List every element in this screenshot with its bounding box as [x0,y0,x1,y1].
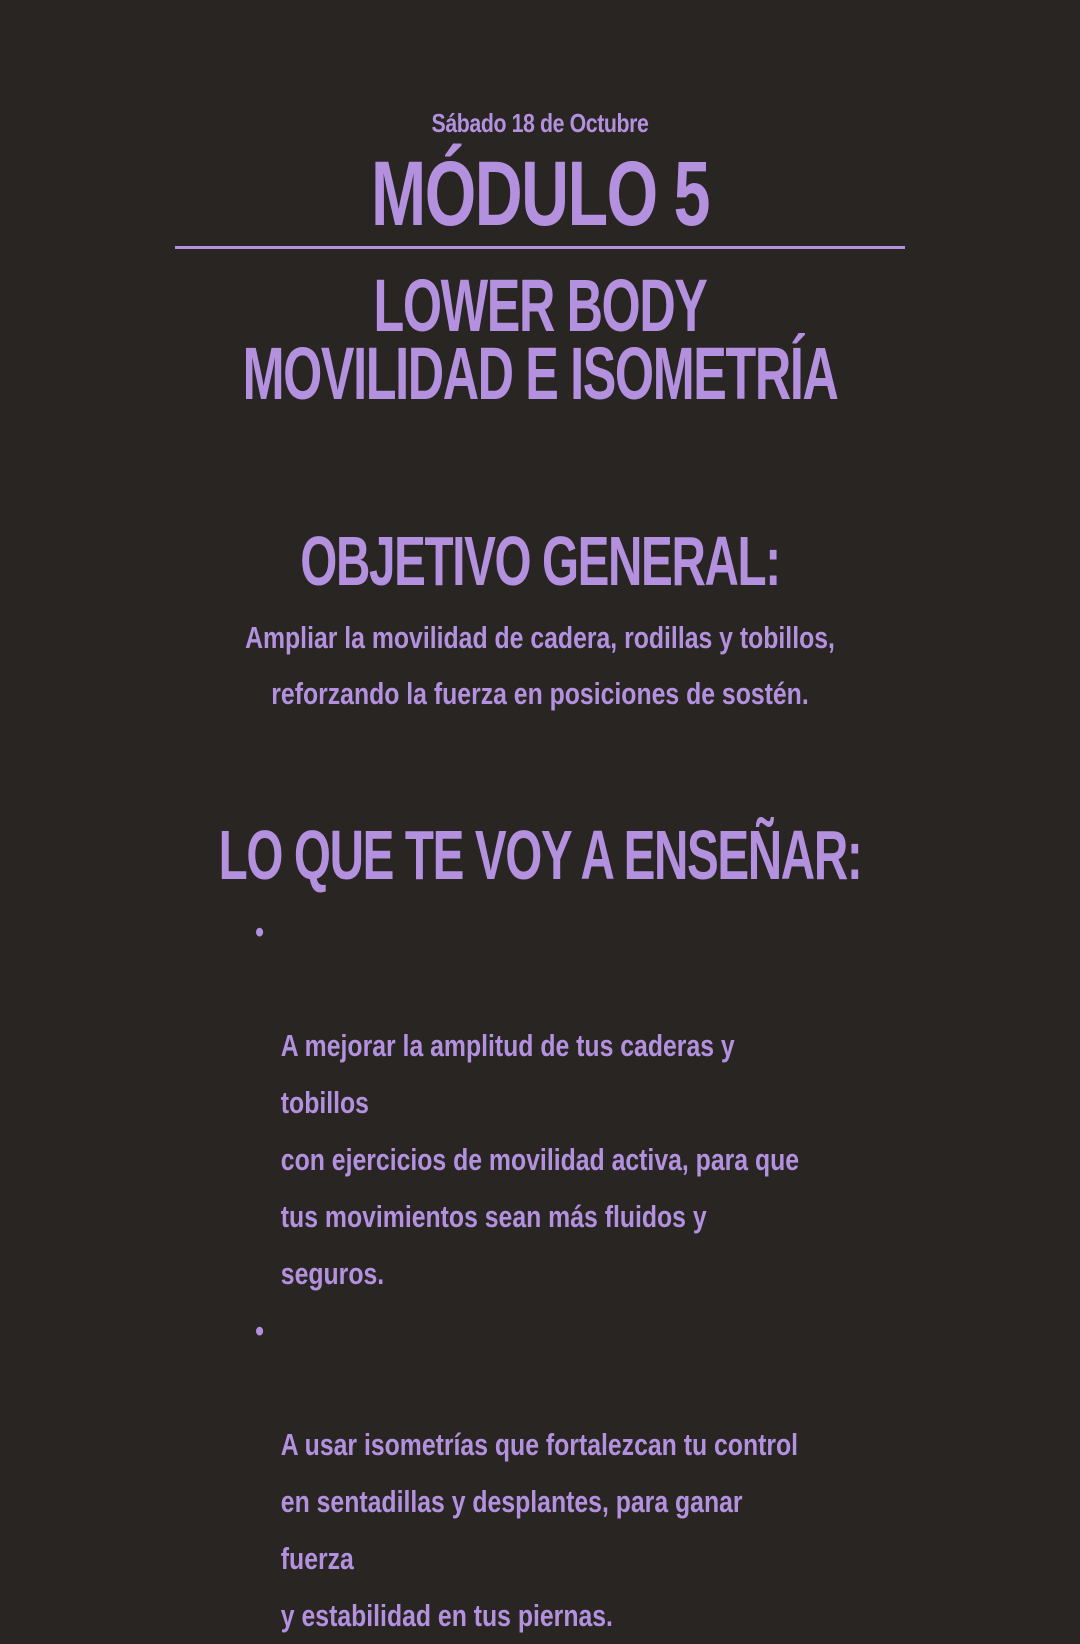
objective-line-1: Ampliar la movilidad de cadera, rodillas y tobillos, [245,620,835,655]
subtitle-line-1: LOWER BODY [373,264,707,347]
list-item [252,903,812,1302]
objective-heading: OBJETIVO GENERAL: [300,522,780,600]
bullet-dot-icon: • [255,914,264,949]
teach-heading: LO QUE TE VOY A ENSEÑAR: [218,816,862,894]
date-label: Sábado 18 de Octubre [431,108,649,138]
list-item-text: A usar isometrías que fortalezcan tu control en sentadillas y desplantes, para ganar fuerza y estabilidad en tus piernas. [280,1427,799,1633]
teach-list [252,903,812,1644]
objective-line-2: reforzando la fuerza en posiciones de sostén. [271,676,809,711]
module-subtitle [173,264,907,415]
divider [175,246,905,249]
list-item-text: A mejorar la amplitud de tus caderas y tobillos con ejercicios de movilidad activa, para que tus movimientos sean más fluidos y seguros. [280,1028,800,1291]
bullet-dot-icon: • [255,1313,264,1348]
objective-text [108,610,972,722]
subtitle-line-2: MOVILIDAD E ISOMETRÍA [242,332,838,415]
module-title: MÓDULO 5 [370,143,710,245]
list-item [252,1302,812,1644]
